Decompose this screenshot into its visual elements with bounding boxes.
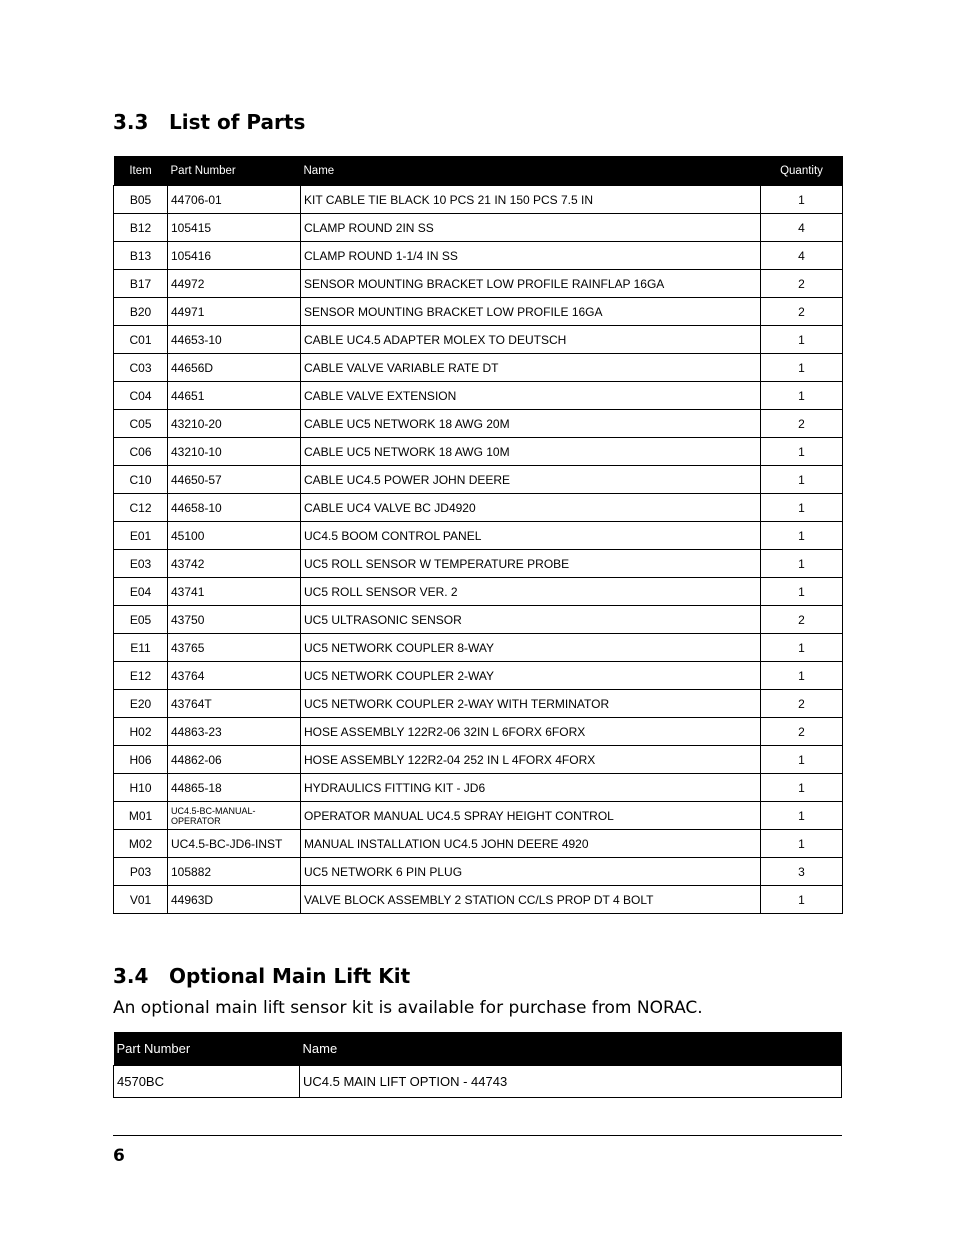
column-header-name: Name [300,1032,842,1066]
name-cell: CABLE UC4.5 ADAPTER MOLEX TO DEUTSCH [301,326,761,354]
column-header-part-number: Part Number [114,1032,300,1066]
quantity-cell: 1 [761,550,843,578]
item-cell: C06 [114,438,168,466]
item-cell: E05 [114,606,168,634]
name-cell: UC5 ULTRASONIC SENSOR [301,606,761,634]
section-title: Optional Main Lift Kit [169,964,411,988]
item-cell: H02 [114,718,168,746]
quantity-cell: 1 [761,186,843,214]
part-number-cell: 44863-23 [168,718,301,746]
name-cell: CABLE VALVE EXTENSION [301,382,761,410]
part-number-cell: 43210-10 [168,438,301,466]
part-number-cell: 44651 [168,382,301,410]
table-row [114,858,843,886]
quantity-cell: 1 [761,746,843,774]
item-cell: C05 [114,410,168,438]
name-cell: UC5 ROLL SENSOR VER. 2 [301,578,761,606]
table-row [114,438,843,466]
part-number-cell: 43764T [168,690,301,718]
quantity-cell: 1 [761,522,843,550]
part-number-cell: 4570BC [114,1066,300,1098]
part-number-cell: 44862-06 [168,746,301,774]
name-cell: HYDRAULICS FITTING KIT - JD6 [301,774,761,802]
table-row [114,606,843,634]
quantity-cell: 4 [761,242,843,270]
item-cell: P03 [114,858,168,886]
item-cell: M01 [114,802,168,830]
quantity-cell: 1 [761,578,843,606]
part-number-cell: 44650-57 [168,466,301,494]
name-cell: UC4.5 BOOM CONTROL PANEL [301,522,761,550]
quantity-cell: 1 [761,494,843,522]
section-number: 3.4 [113,964,149,988]
column-header-name: Name [301,156,761,186]
name-cell: CABLE UC5 NETWORK 18 AWG 10M [301,438,761,466]
table-header-row [114,156,843,186]
section-title: List of Parts [169,110,306,134]
quantity-cell: 2 [761,270,843,298]
item-cell: C10 [114,466,168,494]
quantity-cell: 2 [761,298,843,326]
item-cell: B13 [114,242,168,270]
part-number-cell: 105416 [168,242,301,270]
table-row [114,466,843,494]
quantity-cell: 2 [761,410,843,438]
table-row [114,718,843,746]
table-row [114,690,843,718]
quantity-cell: 1 [761,634,843,662]
table-row [114,578,843,606]
item-cell: H10 [114,774,168,802]
table-row [114,270,843,298]
name-cell: KIT CABLE TIE BLACK 10 PCS 21 IN 150 PCS 7.5 IN [301,186,761,214]
name-cell: SENSOR MOUNTING BRACKET LOW PROFILE 16GA [301,298,761,326]
table-row [114,326,843,354]
quantity-cell: 1 [761,382,843,410]
item-cell: E03 [114,550,168,578]
column-header-item: Item [114,156,168,186]
name-cell: UC4.5 MAIN LIFT OPTION - 44743 [300,1066,842,1098]
item-cell: E20 [114,690,168,718]
part-number-cell: UC4.5-BC-JD6-INST [168,830,301,858]
part-number-cell: 44865-18 [168,774,301,802]
part-number-cell: 44658-10 [168,494,301,522]
footer-divider [113,1135,842,1136]
name-cell: CLAMP ROUND 2IN SS [301,214,761,242]
item-cell: M02 [114,830,168,858]
table-row [114,774,843,802]
item-cell: E11 [114,634,168,662]
quantity-cell: 1 [761,326,843,354]
name-cell: MANUAL INSTALLATION UC4.5 JOHN DEERE 4920 [301,830,761,858]
quantity-cell: 3 [761,858,843,886]
part-number-cell: 43742 [168,550,301,578]
part-number-cell: 43210-20 [168,410,301,438]
table-row [114,634,843,662]
item-cell: E01 [114,522,168,550]
part-number-cell: 45100 [168,522,301,550]
quantity-cell: 2 [761,718,843,746]
part-number-cell: 105415 [168,214,301,242]
table-row [114,186,843,214]
part-number-cell: 44656D [168,354,301,382]
item-cell: C03 [114,354,168,382]
item-cell: B17 [114,270,168,298]
main-lift-table [113,1032,842,1098]
page-number: 6 [113,1146,125,1166]
quantity-cell: 1 [761,830,843,858]
item-cell: V01 [114,886,168,914]
table-row [114,550,843,578]
table-row [114,214,843,242]
quantity-cell: 1 [761,466,843,494]
table-row [114,494,843,522]
name-cell: HOSE ASSEMBLY 122R2-04 252 IN L 4FORX 4FORX [301,746,761,774]
column-header-part-number: Part Number [168,156,301,186]
quantity-cell: 1 [761,802,843,830]
name-cell: UC5 ROLL SENSOR W TEMPERATURE PROBE [301,550,761,578]
name-cell: VALVE BLOCK ASSEMBLY 2 STATION CC/LS PROP DT 4 BOLT [301,886,761,914]
quantity-cell: 1 [761,662,843,690]
item-cell: H06 [114,746,168,774]
name-cell: UC5 NETWORK COUPLER 2-WAY WITH TERMINATOR [301,690,761,718]
table-header-row [114,1032,842,1066]
part-number-cell: UC4.5-BC-MANUAL-OPERATOR [168,802,301,830]
section-number: 3.3 [113,110,149,134]
column-header-quantity: Quantity [761,156,843,186]
table-row [114,410,843,438]
section-intro-text: An optional main lift sensor kit is available for purchase from NORAC. [113,998,703,1018]
table-row [114,802,843,830]
parts-table-body [114,186,843,914]
part-number-cell: 43765 [168,634,301,662]
name-cell: OPERATOR MANUAL UC4.5 SPRAY HEIGHT CONTROL [301,802,761,830]
table-row [114,746,843,774]
name-cell: UC5 NETWORK COUPLER 8-WAY [301,634,761,662]
table-row [114,522,843,550]
item-cell: B12 [114,214,168,242]
quantity-cell: 2 [761,690,843,718]
name-cell: UC5 NETWORK COUPLER 2-WAY [301,662,761,690]
name-cell: SENSOR MOUNTING BRACKET LOW PROFILE RAINFLAP 16GA [301,270,761,298]
name-cell: CLAMP ROUND 1-1/4 IN SS [301,242,761,270]
part-number-cell: 44972 [168,270,301,298]
table-row [114,354,843,382]
quantity-cell: 2 [761,606,843,634]
item-cell: B05 [114,186,168,214]
quantity-cell: 1 [761,354,843,382]
name-cell: CABLE UC5 NETWORK 18 AWG 20M [301,410,761,438]
part-number-cell: 43750 [168,606,301,634]
name-cell: HOSE ASSEMBLY 122R2-06 32IN L 6FORX 6FORX [301,718,761,746]
item-cell: C04 [114,382,168,410]
item-cell: C01 [114,326,168,354]
section-heading-list-of-parts [113,110,305,134]
item-cell: E04 [114,578,168,606]
main-lift-table-body [114,1066,842,1098]
table-row [114,1066,842,1098]
part-number-cell: 44653-10 [168,326,301,354]
part-number-cell: 105882 [168,858,301,886]
quantity-cell: 1 [761,774,843,802]
name-cell: CABLE UC4.5 POWER JOHN DEERE [301,466,761,494]
item-cell: E12 [114,662,168,690]
quantity-cell: 1 [761,438,843,466]
table-row [114,886,843,914]
table-row [114,382,843,410]
name-cell: CABLE UC4 VALVE BC JD4920 [301,494,761,522]
quantity-cell: 4 [761,214,843,242]
part-number-cell: 43764 [168,662,301,690]
name-cell: UC5 NETWORK 6 PIN PLUG [301,858,761,886]
item-cell: C12 [114,494,168,522]
item-cell: B20 [114,298,168,326]
part-number-cell: 44963D [168,886,301,914]
part-number-cell: 44706-01 [168,186,301,214]
parts-table [113,156,843,914]
table-row [114,662,843,690]
section-heading-optional-main-lift-kit [113,964,410,988]
part-number-cell: 44971 [168,298,301,326]
part-number-cell: 43741 [168,578,301,606]
quantity-cell: 1 [761,886,843,914]
table-row [114,242,843,270]
name-cell: CABLE VALVE VARIABLE RATE DT [301,354,761,382]
table-row [114,830,843,858]
table-row [114,298,843,326]
